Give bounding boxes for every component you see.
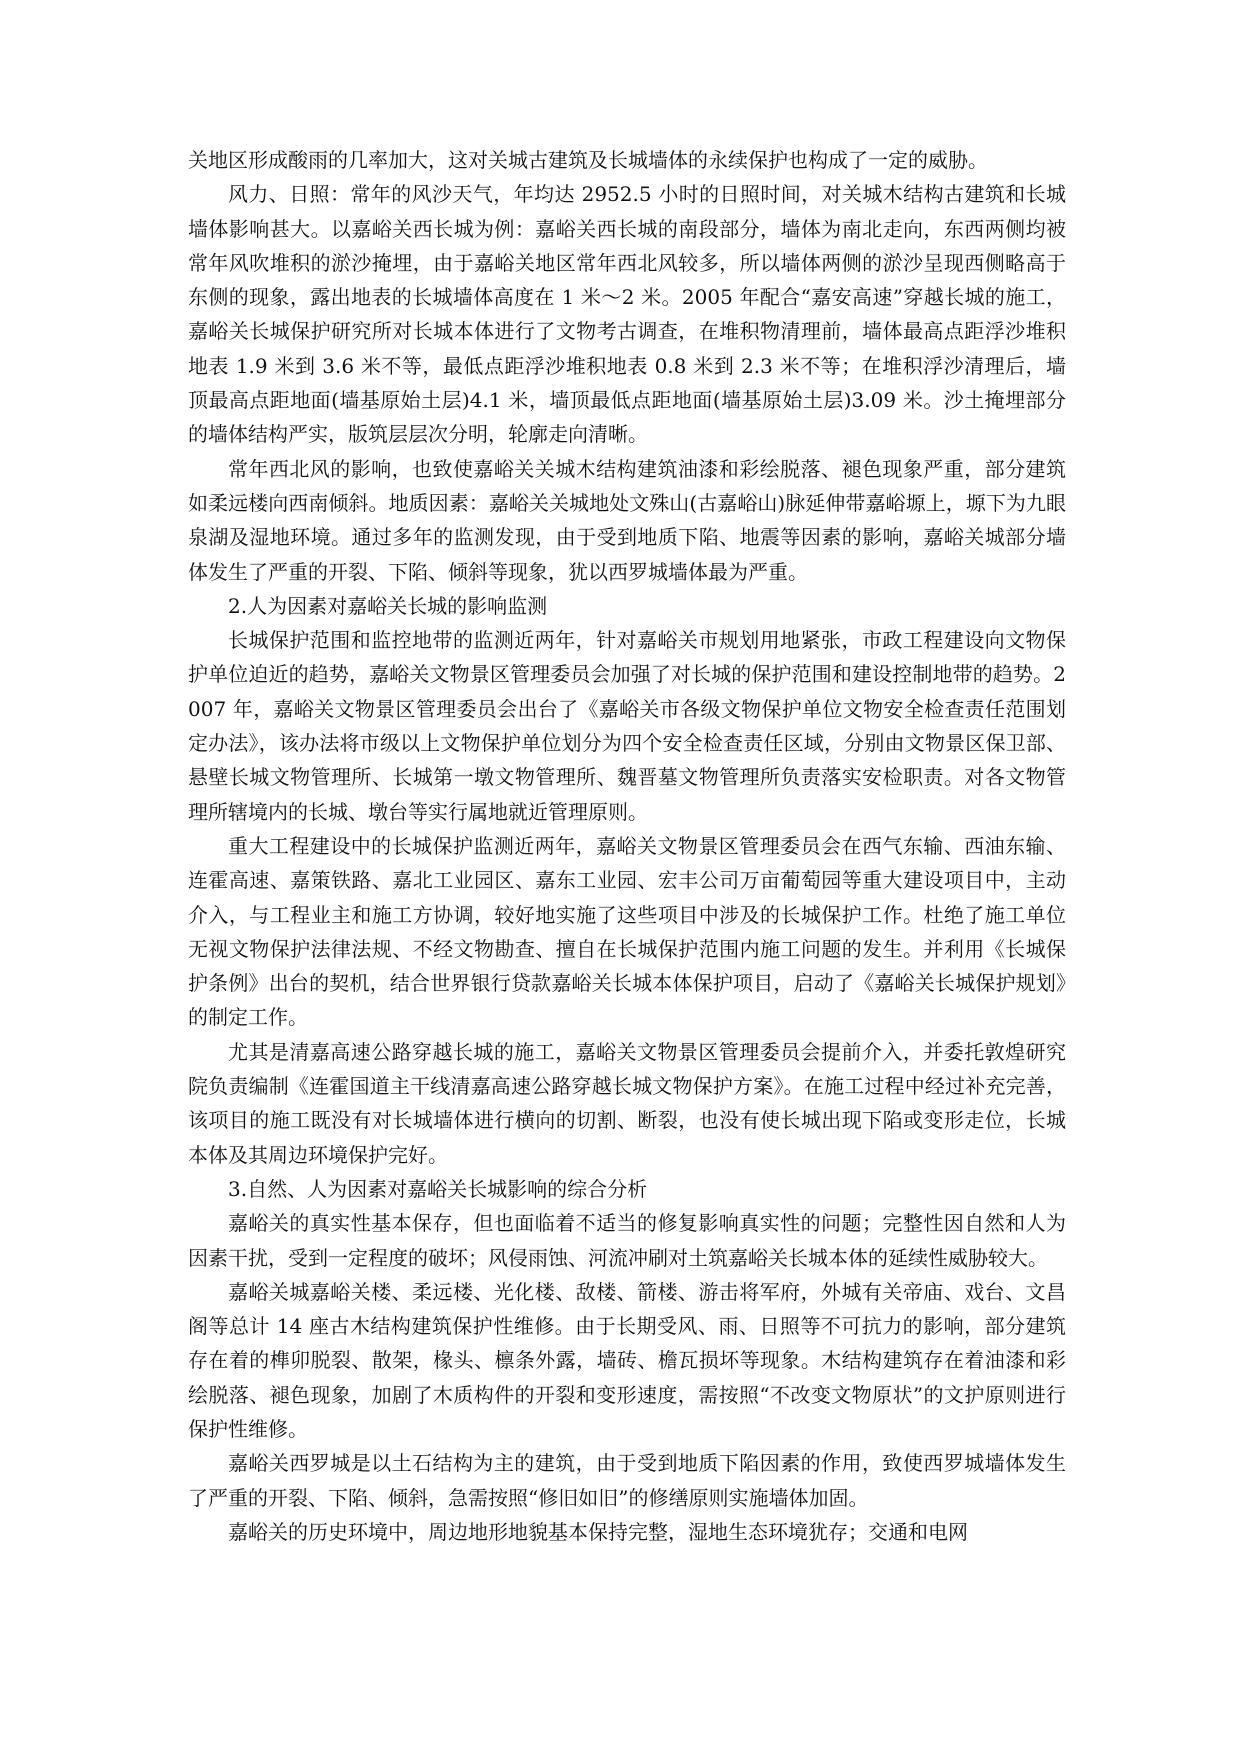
- paragraph-major-construction-monitoring: 重大工程建设中的长城保护监测近两年，嘉峪关文物景区管理委员会在西气东输、西油东输、连霍高速、嘉策铁路、嘉北工业园区、嘉东工业园、宏丰公司万亩葡萄园等重大建设项目中，主动介入，与工程业主和施工方协调，较好地实施了这些项目中涉及的长城保护工作。杜绝了施工单位无视文物保护法律法规、不经文物勘查、擅自在长城保护范围内施工问题的发生。并利用《长城保护条例》出台的契机，结合世界银行贷款嘉峪关长城本体保护项目，启动了《嘉峪关长城保护规划》的制定工作。: [188, 833, 1066, 1030]
- paragraph-qingjia-highway: 尤其是清嘉高速公路穿越长城的施工，嘉峪关文物景区管理委员会提前介入，并委托敦煌研究院负责编制《连霍国道主干线清嘉高速公路穿越长城文物保护方案》。在施工过程中经过补充完善，该项目的施工既没有对长城墙体进行横向的切割、断裂，也没有使长城出现下陷或变形走位，长城本体及其周边环境保护完好。: [188, 1039, 1066, 1167]
- paragraph-historical-environment: 嘉峪关的历史环境中，周边地形地貌基本保持完整，湿地生态环境犹存；交通和电网: [228, 1519, 968, 1544]
- section-heading-combined-analysis: 3.自然、人为因素对嘉峪关长城影响的综合分析: [228, 1176, 648, 1201]
- paragraph-wind-sunlight: 风力、日照：常年的风沙天气，年均达 2952.5 小时的日照时间，对关城木结构古建筑和长城墙体影响甚大。以嘉峪关西长城为例：嘉峪关西长城的南段部分，墙体为南北走向，东西两侧均被常年风吹堆积的淤沙掩埋，由于嘉峪关地区常年西北风较多，所以墙体两侧的淤沙呈现西侧略高于东侧的现象，露出地表的长城墙体高度在 1 米～2 米。2005 年配合“嘉安高速”穿越长城的施工，嘉峪关长城保护研究所对长城本体进行了文物考古调查，在堆积物清理前，墙体最高点距浮沙堆积地表 1.9 米到 3.6 米不等，最低点距浮沙堆积地表 0.8 米到 2.3 米不等；在堆积浮沙清理后，墙顶最高点距地面(墙基原始土层)4.1 米，墙顶最低点距地面(墙基原始土层)3.09 米。沙土掩埋部分的墙体结构严实，版筑层层次分明，轮廓走向清晰。: [188, 182, 1066, 447]
- paragraph-acid-rain-continuation: 关地区形成酸雨的几率加大，这对关城古建筑及长城墙体的永续保护也构成了一定的威胁。: [188, 148, 988, 172]
- paragraph-protection-zone-monitoring: 长城保护范围和监控地带的监测近两年，针对嘉峪关市规划用地紧张，市政工程建设向文物保护单位迫近的趋势，嘉峪关文物景区管理委员会加强了对长城的保护范围和建设控制地带的趋势。2007 年，嘉峪关文物景区管理委员会出台了《嘉峪关市各级文物保护单位文物安全检查责任范围划定办法》，该办法将市级以上文物保护单位划分为四个安全检查责任区域，分别由文物景区保卫部、悬壁长城文物管理所、长城第一墩文物管理所、魏晋墓文物管理所负责落实安检职责。对各文物管理所辖境内的长城、墩台等实行属地就近管理原则。: [188, 628, 1066, 824]
- document-page: [188, 143, 1066, 1549]
- paragraph-authenticity-integrity: 嘉峪关的真实性基本保存，但也面临着不适当的修复影响真实性的问题；完整性因自然和人为因素干扰，受到一定程度的破坏；风侵雨蚀、河流冲刷对土筑嘉峪关长城本体的延续性威胁较大。: [188, 1211, 1066, 1270]
- paragraph-wooden-buildings: 嘉峪关城嘉峪关楼、柔远楼、光化楼、敌楼、箭楼、游击将军府，外城有关帝庙、戏台、文昌阁等总计 14 座古木结构建筑保护性维修。由于长期受风、雨、日照等不可抗力的影响，部分建筑存在着的榫卯脱裂、散架，椽头、檩条外露，墙砖、檐瓦损坏等现象。木结构建筑存在着油漆和彩绘脱落、褪色现象，加剧了木质构件的开裂和变形速度，需按照“不改变文物原状”的文护原则进行保护性维修。: [188, 1279, 1066, 1441]
- paragraph-northwest-wind-geology: 常年西北风的影响，也致使嘉峪关关城木结构建筑油漆和彩绘脱落、褪色现象严重，部分建筑如柔远楼向西南倾斜。地质因素：嘉峪关关城地处文殊山(古嘉峪山)脉延伸带嘉峪塬上，塬下为九眼泉湖及湿地环境。通过多年的监测发现，由于受到地质下陷、地震等因素的影响，嘉峪关城部分墙体发生了严重的开裂、下陷、倾斜等现象，犹以西罗城墙体最为严重。: [188, 456, 1066, 584]
- section-heading-human-factors: 2.人为因素对嘉峪关长城的影响监测: [228, 593, 548, 618]
- paragraph-west-luocheng: 嘉峪关西罗城是以土石结构为主的建筑，由于受到地质下陷因素的作用，致使西罗城墙体发生了严重的开裂、下陷、倾斜，急需按照“修旧如旧”的修缮原则实施墙体加固。: [188, 1451, 1066, 1510]
